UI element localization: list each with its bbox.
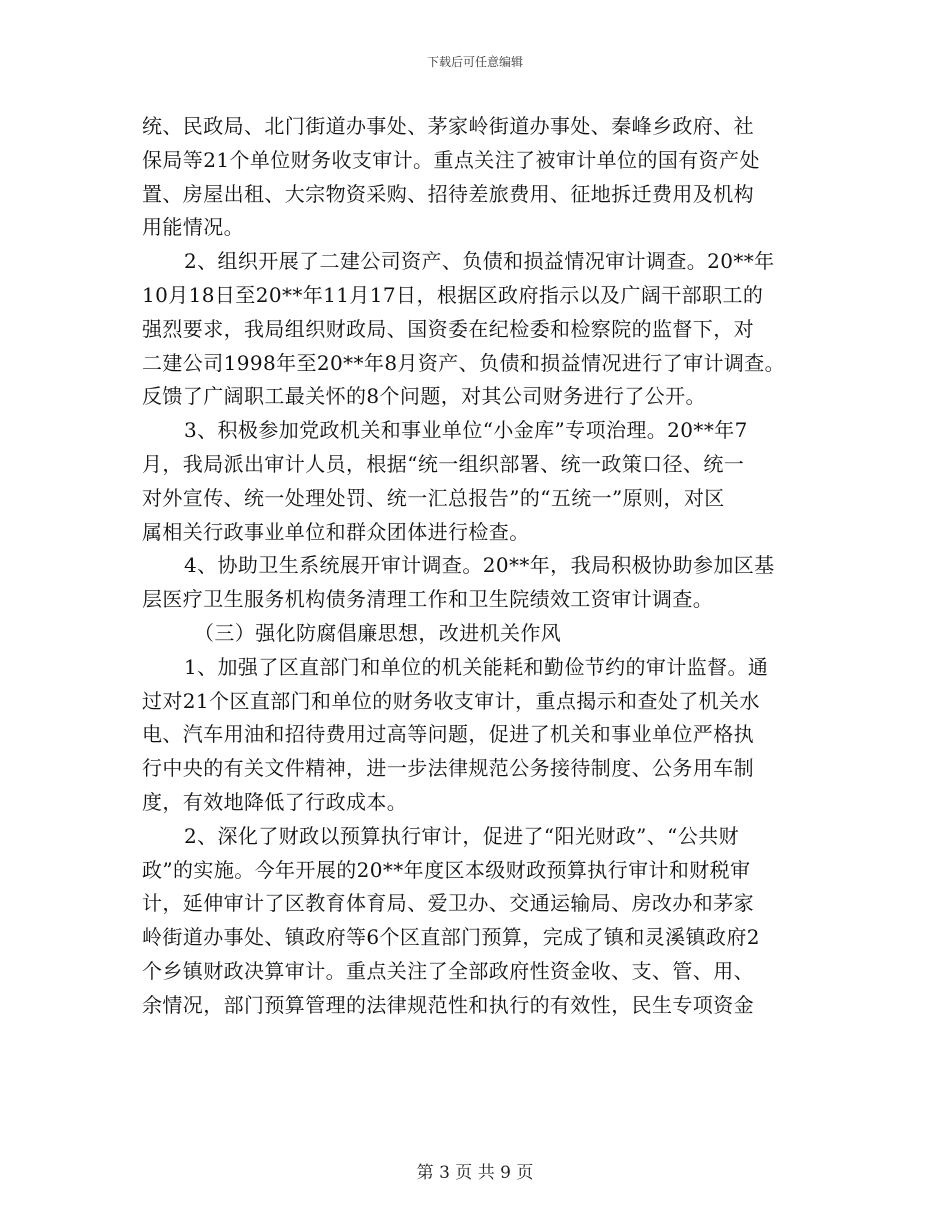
document-body — [142, 110, 822, 1023]
text-line: 强烈要求，我局组织财政局、国资委在纪检委和检察院的监督下，对 — [142, 316, 754, 341]
page-header: 下载后可任意编辑 — [426, 55, 523, 69]
text-line: 2、组织开展了二建公司资产、负债和损益情况审计调查。20**年 — [184, 249, 775, 274]
text-line: 电、汽车用油和招待费用过高等问题，促进了机关和事业单位严格执 — [142, 722, 754, 747]
text-line: 1、加强了区直部门和单位的机关能耗和勤俭节约的审计监督。通 — [184, 654, 769, 679]
text-line: 层医疗卫生服务机构债务清理工作和卫生院绩效工资审计调查。 — [142, 587, 714, 612]
text-line: 置、房屋出租、大宗物资采购、招待差旅费用、征地拆迁费用及机构 — [142, 181, 754, 206]
text-line: 属相关行政事业单位和群众团体进行检查。 — [142, 519, 530, 544]
text-line: 10月18日至20**年11月17日，根据区政府指示以及广阔干部职工的 — [142, 282, 764, 307]
text-line: 保局等21个单位财务收支审计。重点关注了被审计单位的国有资产处 — [142, 147, 760, 172]
text-line: （三）强化防腐倡廉思想，改进机关作风 — [194, 620, 562, 645]
text-line: 岭街道办事处、镇政府等6个区直部门预算，完成了镇和灵溪镇政府2 — [142, 925, 760, 950]
text-line: 4、协助卫生系统展开审计调查。20**年，我局积极协助参加区基 — [184, 553, 775, 578]
text-line: 计，延伸审计了区教育体育局、爱卫办、交通运输局、房改办和茅家 — [142, 891, 754, 916]
text-line: 个乡镇财政决算审计。重点关注了全部政府性资金收、支、管、用、 — [142, 958, 754, 983]
text-line: 反馈了广阔职工最关怀的8个问题，对其公司财务进行了公开。 — [142, 384, 706, 409]
text-line: 3、积极参加党政机关和事业单位“小金库”专项治理。20**年7 — [184, 418, 748, 443]
text-line: 月，我局派出审计人员，根据“统一组织部署、统一政策口径、统一 — [142, 451, 745, 476]
text-line: 2、深化了财政以预算执行审计，促进了“阳光财政”、“公共财 — [184, 823, 739, 848]
text-line: 用能情况。 — [142, 215, 244, 240]
text-line: 统、民政局、北门街道办事处、茅家岭街道办事处、秦峰乡政府、社 — [142, 114, 754, 138]
text-line: 政”的实施。今年开展的20**年度区本级财政预算执行审计和财税审 — [142, 857, 751, 882]
text-line: 余情况，部门预算管理的法律规范性和执行的有效性，民生专项资金 — [142, 992, 754, 1017]
text-line: 度，有效地降低了行政成本。 — [142, 789, 408, 814]
page-footer: 第 3 页 共 9 页 — [416, 1163, 534, 1183]
text-line: 对外宣传、统一处理处罚、统一汇总报告”的“五统一”原则，对区 — [142, 485, 725, 510]
text-line: 过对21个区直部门和单位的财务收支审计，重点揭示和查处了机关水 — [142, 688, 760, 713]
text-line: 二建公司1998年至20**年8月资产、负债和损益情况进行了审计调查。 — [142, 350, 786, 375]
text-line: 行中央的有关文件精神，进一步法律规范公务接待制度、公务用车制 — [142, 756, 754, 781]
